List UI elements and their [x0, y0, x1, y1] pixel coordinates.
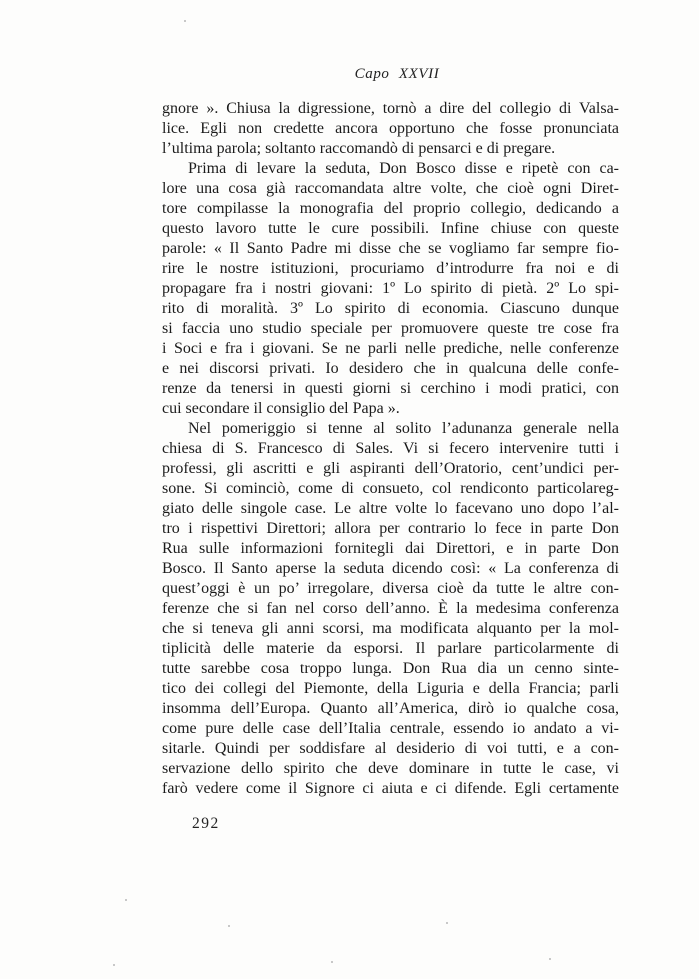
scan-speck: [228, 925, 230, 927]
text-line: Rua sulle informazioni fornitegli dai Direttori, e in parte Don: [162, 540, 619, 557]
text-line: e nei discorsi privati. Io desidero che in qualcuna delle confe-: [162, 360, 619, 377]
text-line: tico dei collegi del Piemonte, della Liguria e della Francia; parli: [162, 680, 619, 697]
text-line: parole: « Il Santo Padre mi disse che se vogliamo far sempre fio-: [162, 240, 619, 257]
text-line: cui secondare il consiglio del Papa ».: [162, 400, 400, 417]
text-line: gnore ». Chiusa la digressione, tornò a dire del collegio di Valsa-: [162, 100, 619, 117]
text-line: Prima di levare la seduta, Don Bosco disse e ripetè con ca-: [188, 160, 619, 177]
text-line: giato delle singole case. Le altre volte lo facevano uno dopo l’al-: [162, 500, 619, 517]
text-line: tore compilasse la monografia del proprio collegio, dedicando a: [162, 200, 619, 217]
text-line: lice. Egli non credette ancora opportuno che fosse pronunciata: [162, 120, 619, 137]
text-line: si faccia uno studio speciale per promuovere queste tre cose fra: [162, 320, 619, 337]
scan-speck: [184, 20, 186, 22]
text-line: servazione dello spirito che deve dominare in tutte le case, vi: [162, 760, 619, 777]
scan-speck: [549, 958, 551, 960]
paragraph: [162, 99, 619, 159]
text-line: tutte sarebbe cosa troppo lunga. Don Rua dia un cenno sinte-: [162, 660, 619, 677]
scan-speck: [446, 922, 448, 924]
text-line: ferenze che si fan nel corso dell’anno. È la medesima conferenza: [162, 600, 619, 617]
text-line: rire le nostre istituzioni, procuriamo d’introdurre fra noi e di: [162, 260, 619, 277]
text-line: lore una cosa già raccomandata altre volte, che cioè ogni Diret-: [162, 180, 619, 197]
text-line: questo lavoro tutte le cure possibili. Infine chiuse con queste: [162, 220, 619, 237]
text-line: chiesa di S. Francesco di Sales. Vi si fecero intervenire tutti i: [162, 440, 619, 457]
text-line: Nel pomeriggio si tenne al solito l’adunanza generale nella: [188, 420, 619, 437]
running-header: Capo XXVII: [354, 66, 440, 82]
text-line: i Soci e fra i giovani. Se ne parli nelle prediche, nelle conferenze: [162, 340, 619, 357]
text-line: rito di moralità. 3º Lo spirito di economia. Ciascuno dunque: [162, 300, 619, 317]
paragraph: [162, 419, 619, 799]
text-line: quest’oggi è un po’ irregolare, diversa cioè da tutte le altre con-: [162, 580, 619, 597]
text-line: propagare fra i nostri giovani: 1º Lo spirito di pietà. 2º Lo spi-: [162, 280, 619, 297]
scan-speck: [125, 899, 127, 901]
text-line: insomma dell’Europa. Quanto all’America, dirò io qualche cosa,: [162, 700, 619, 717]
paragraph: [162, 159, 619, 419]
text-line: che si teneva gli anni scorsi, ma modificata alquanto per la mol-: [162, 620, 619, 637]
text-line: l’ultima parola; soltanto raccomandò di pensarci e di pregare.: [162, 140, 556, 157]
text-line: sitarle. Quindi per soddisfare al desiderio di voi tutti, e a con-: [162, 740, 619, 757]
text-line: farò vedere come il Signore ci aiuta e ci difende. Egli certamente: [162, 780, 619, 797]
text-line: renze da tenersi in questi giorni si cerchino i modi pratici, con: [162, 380, 619, 397]
text-line: tiplicità delle materie da esporsi. Il parlare particolarmente di: [162, 640, 619, 657]
scan-speck: [113, 964, 115, 966]
text-block: [162, 99, 619, 799]
text-line: Bosco. Il Santo aperse la seduta dicendo così: « La conferenza di: [162, 560, 619, 577]
text-line: sone. Si cominciò, come di consueto, col rendiconto particolareg-: [162, 480, 619, 497]
text-line: professi, gli ascritti e gli aspiranti dell’Oratorio, cent’undici per-: [162, 460, 619, 477]
text-line: tro i rispettivi Direttori; allora per contrario lo fece in parte Don: [162, 520, 619, 537]
scan-speck: [331, 961, 333, 963]
text-line: come pure delle case dell’Italia centrale, essendo io andato a vi-: [162, 720, 619, 737]
page-number: 292: [192, 815, 220, 832]
